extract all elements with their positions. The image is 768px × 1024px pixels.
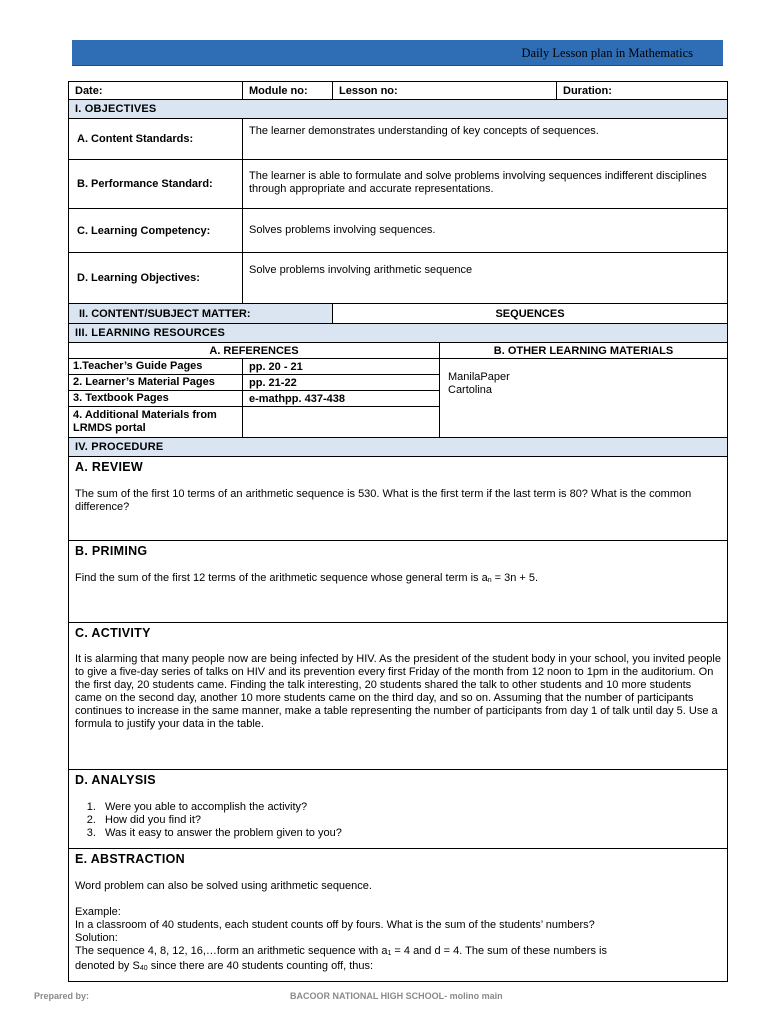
references-heading: A. REFERENCES	[69, 343, 440, 359]
content-value: SEQUENCES	[333, 304, 728, 324]
priming-section	[69, 541, 728, 623]
objectives-heading: I. OBJECTIVES	[69, 100, 728, 119]
banner-title: Daily Lesson plan in Mathematics	[521, 46, 693, 60]
abstraction-intro: Word problem can also be solved using arithmetic sequence.	[75, 880, 372, 892]
ref-row-value-4	[243, 407, 440, 438]
other-material-item: Cartolina	[448, 384, 493, 396]
performance-standard-text: The learner is able to formulate and solve problems involving sequences indifferent disciplines through appropriate and accurate representations.	[243, 160, 728, 209]
other-materials-list	[440, 359, 728, 438]
abstraction-title: E. ABSTRACTION	[75, 852, 185, 866]
activity-text: It is alarming that many people now are being infected by HIV. As the president of the student body in your school, you invited people to give a five-day series of talks on HIV and its prevention every first Friday of the month from 12 noon to 1pm in the auditorium. On the first day, 20 students came. Finding the talk interesting, 20 students shared the talk to other students and 10 more students came on the second day, another 10 more students came on the third day, and so on. Assuming that the number of participants continues to increase in the same manner, make a table representing the number of participants from day 1 of talk until day 5. Use a formula to justify your data in the table.	[75, 653, 721, 730]
lesson-plan-table	[68, 81, 728, 982]
review-title: A. REVIEW	[75, 460, 143, 474]
learning-competency-text: Solves problems involving sequences.	[243, 209, 728, 253]
duration-cell: Duration:	[557, 82, 728, 100]
list-item: 3. Was it easy to answer the problem given to you?	[99, 827, 721, 840]
learning-objectives-label: D. Learning Objectives:	[69, 253, 243, 304]
analysis-section	[69, 770, 728, 849]
ref-row-value-3: e-mathpp. 437-438	[243, 391, 440, 407]
priming-text: Find the sum of the first 12 terms of the arithmetic sequence whose general term is $a_n = 3n + 5$.	[75, 572, 539, 584]
module-cell: Module no:	[243, 82, 333, 100]
other-materials-heading: B. OTHER LEARNING MATERIALS	[440, 343, 728, 359]
activity-section	[69, 623, 728, 770]
ref-row-value-2: pp. 21-22	[243, 375, 440, 391]
content-label: II. CONTENT/SUBJECT MATTER:	[69, 304, 333, 324]
solution-label: Solution:	[75, 932, 118, 944]
example-label: Example:	[75, 906, 121, 918]
analysis-list	[75, 801, 721, 840]
priming-title: B. PRIMING	[75, 544, 148, 558]
abstraction-section	[69, 849, 728, 982]
resources-heading: III. LEARNING RESOURCES	[69, 324, 728, 343]
content-standards-label: A. Content Standards:	[69, 119, 243, 160]
ref-row-value-1: pp. 20 - 21	[243, 359, 440, 375]
performance-standard-label: B. Performance Standard:	[69, 160, 243, 209]
solution-text: The sequence 4, 8, 12, 16,…form an arithmetic sequence with $a_1 = 4$ and d = 4. The sum of these numbers is denoted by $S_{40}$ since there are 40 students counting off, thus:	[75, 945, 608, 972]
analysis-title: D. ANALYSIS	[75, 773, 156, 787]
procedure-heading: IV. PROCEDURE	[69, 438, 728, 457]
ref-row-label-4: 4. Additional Materials from LRMDS portal	[69, 407, 243, 438]
date-cell: Date:	[69, 82, 243, 100]
content-standards-text: The learner demonstrates understanding of key concepts of sequences.	[243, 119, 728, 160]
lesson-cell: Lesson no:	[333, 82, 557, 100]
ref-row-label-3: 3. Textbook Pages	[69, 391, 243, 407]
header-banner	[72, 40, 723, 66]
ref-row-label-2: 2. Learner’s Material Pages	[69, 375, 243, 391]
review-section	[69, 457, 728, 541]
learning-competency-label: C. Learning Competency:	[69, 209, 243, 253]
other-material-item: ManilaPaper	[448, 371, 510, 383]
learning-objectives-text: Solve problems involving arithmetic sequence	[243, 253, 728, 304]
list-item: 2. How did you find it?	[99, 814, 721, 827]
ref-row-label-1: 1.Teacher’s Guide Pages	[69, 359, 243, 375]
list-item: 1. Were you able to accomplish the activity?	[99, 801, 721, 814]
header-row	[69, 82, 728, 100]
school-name: BACOOR NATIONAL HIGH SCHOOL- molino main	[290, 991, 503, 1001]
review-text: The sum of the first 10 terms of an arithmetic sequence is 530. What is the first term if the last term is 80? What is the common difference?	[75, 488, 692, 513]
activity-title: C. ACTIVITY	[75, 626, 151, 640]
example-text: In a classroom of 40 students, each student counts off by fours. What is the sum of the students’ numbers?	[75, 919, 595, 931]
prepared-by: Prepared by:	[34, 991, 90, 1001]
